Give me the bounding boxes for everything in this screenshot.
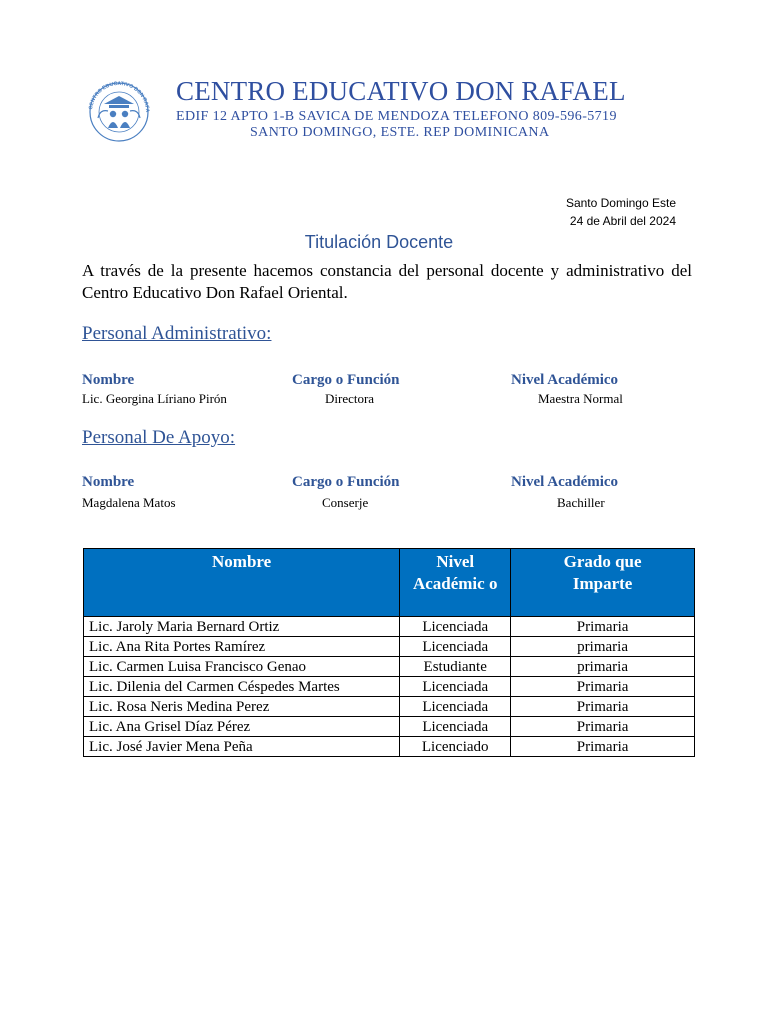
admin-role: Directora	[325, 391, 375, 406]
teacher-level: Licenciada	[400, 717, 511, 737]
table-row	[84, 717, 695, 737]
support-col-name: Nombre	[82, 474, 135, 490]
section-heading-admin: Personal Administrativo:	[82, 323, 272, 344]
teacher-name: Lic. Rosa Neris Medina Perez	[84, 697, 400, 717]
teacher-grade: primaria	[511, 637, 695, 657]
document-title: Titulación Docente	[304, 232, 454, 252]
support-role: Conserje	[322, 495, 369, 510]
teacher-level: Licenciada	[400, 637, 511, 657]
support-col-level: Nivel Académico	[511, 474, 619, 490]
teacher-name: Lic. Dilenia del Carmen Céspedes Martes	[84, 677, 400, 697]
teacher-name: Lic. José Javier Mena Peña	[84, 737, 400, 757]
teacher-grade: Primaria	[511, 737, 695, 757]
table-row	[84, 697, 695, 717]
admin-col-level: Nivel Académico	[511, 372, 619, 388]
teacher-level: Licenciada	[400, 677, 511, 697]
admin-col-name: Nombre	[82, 372, 135, 388]
date-block	[566, 194, 676, 230]
teacher-level: Estudiante	[400, 657, 511, 677]
teacher-grade: Primaria	[511, 617, 695, 637]
org-name: CENTRO EDUCATIVO DON RAFAEL	[176, 76, 626, 106]
date-value: 24 de Abril del 2024	[569, 214, 676, 228]
teacher-name: Lic. Ana Rita Portes Ramírez	[84, 637, 400, 657]
teachers-table	[83, 548, 695, 757]
teacher-grade: Primaria	[511, 677, 695, 697]
table-row	[84, 677, 695, 697]
table-row	[84, 617, 695, 637]
teacher-grade: Primaria	[511, 697, 695, 717]
org-address-line2: SANTO DOMINGO, ESTE. REP DOMINICANA	[250, 125, 550, 140]
support-level: Bachiller	[557, 495, 605, 510]
teacher-level: Licenciada	[400, 617, 511, 637]
table-header-name: Nombre	[84, 549, 400, 617]
table-header-grade: Grado que Imparte	[511, 549, 695, 617]
admin-level: Maestra Normal	[538, 391, 623, 406]
teacher-grade: Primaria	[511, 717, 695, 737]
school-seal-logo-icon	[80, 78, 158, 142]
admin-col-role: Cargo o Función	[292, 372, 400, 388]
org-address-line1: EDIF 12 APTO 1-B SAVICA DE MENDOZA TELEFONO 809-596-5719	[176, 109, 617, 124]
support-col-role: Cargo o Función	[292, 474, 400, 490]
teacher-name: Lic. Ana Grisel Díaz Pérez	[84, 717, 400, 737]
svg-text:CENTRO EDUCATIVO DON RAFAEL: CENTRO EDUCATIVO DON RAFA	[88, 80, 151, 113]
admin-name: Lic. Georgina Líriano Pirón	[82, 391, 227, 406]
date-place: Santo Domingo Este	[565, 196, 676, 210]
section-heading-support: Personal De Apoyo:	[82, 427, 236, 448]
intro-paragraph: A través de la presente hacemos constancia del personal docente y administrativo del Centro Educativo Don Rafael Oriental.	[82, 261, 692, 302]
table-row	[84, 737, 695, 757]
table-header-row	[84, 549, 695, 617]
table-row	[84, 657, 695, 677]
teacher-grade: primaria	[511, 657, 695, 677]
table-header-level: Nivel Académic o	[400, 549, 511, 617]
teacher-level: Licenciada	[400, 697, 511, 717]
teacher-name: Lic. Jaroly Maria Bernard Ortiz	[84, 617, 400, 637]
teacher-name: Lic. Carmen Luisa Francisco Genao	[84, 657, 400, 677]
support-name: Magdalena Matos	[82, 495, 176, 510]
teacher-level: Licenciado	[400, 737, 511, 757]
table-row	[84, 637, 695, 657]
